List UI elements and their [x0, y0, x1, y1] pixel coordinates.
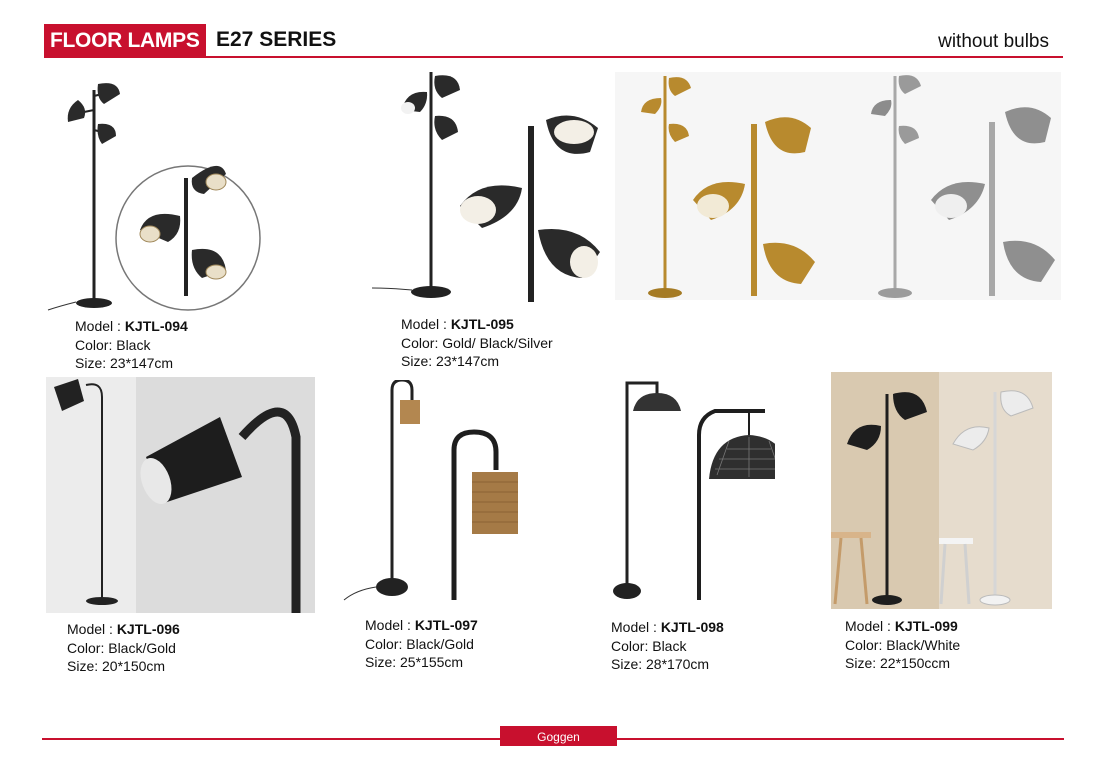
- product-spec-098: [611, 618, 724, 674]
- brand-badge: Goggen: [500, 726, 617, 746]
- lamp-098-image: [605, 375, 775, 605]
- header-divider: [44, 56, 1063, 58]
- model-line: Model : KJTL-098: [611, 619, 724, 635]
- product-spec-095: [401, 315, 553, 371]
- color-line: Color: Black: [75, 336, 151, 353]
- model-number: KJTL-096: [116, 621, 180, 637]
- model-number: KJTL-095: [450, 316, 514, 332]
- size-line: Size: 28*170cm: [611, 656, 710, 672]
- model-line: Model : KJTL-099: [845, 618, 958, 634]
- model-line: Model : KJTL-095: [401, 316, 514, 332]
- series-title: E27 SERIES: [216, 28, 337, 51]
- model-line: Model : KJTL-096: [67, 621, 180, 637]
- product-spec-094: [75, 317, 188, 373]
- product-spec-099: [845, 617, 960, 673]
- model-number: KJTL-097: [414, 617, 478, 633]
- size-line: Size: 20*150cm: [67, 658, 166, 674]
- model-line: Model : KJTL-097: [365, 617, 478, 633]
- size-line: Size: 22*150ccm: [845, 655, 951, 671]
- color-line: Color: Black/White: [845, 636, 961, 653]
- lamp-099-photo: [831, 372, 1052, 609]
- lamp-095-image: [370, 70, 610, 305]
- color-line: Color: Black: [611, 637, 687, 654]
- model-number: KJTL-099: [894, 618, 958, 634]
- model-number: KJTL-098: [660, 619, 724, 635]
- lamp-095-variants-photo: [615, 72, 1061, 300]
- size-line: Size: 23*147cm: [75, 355, 174, 371]
- product-spec-096: [67, 620, 180, 676]
- model-line: Model : KJTL-094: [75, 318, 188, 334]
- model-number: KJTL-094: [124, 318, 188, 334]
- size-line: Size: 23*147cm: [401, 353, 500, 369]
- bulb-note: without bulbs: [938, 31, 1049, 52]
- color-line: Color: Black/Gold: [67, 639, 176, 656]
- product-spec-097: [365, 616, 478, 672]
- lamp-096-photo: [46, 377, 315, 613]
- lamp-097-image: [340, 380, 550, 605]
- color-line: Color: Gold/ Black/Silver: [401, 334, 553, 351]
- category-badge: FLOOR LAMPS: [44, 24, 206, 56]
- size-line: Size: 25*155cm: [365, 654, 464, 670]
- color-line: Color: Black/Gold: [365, 635, 474, 652]
- lamp-094-image: [40, 70, 280, 315]
